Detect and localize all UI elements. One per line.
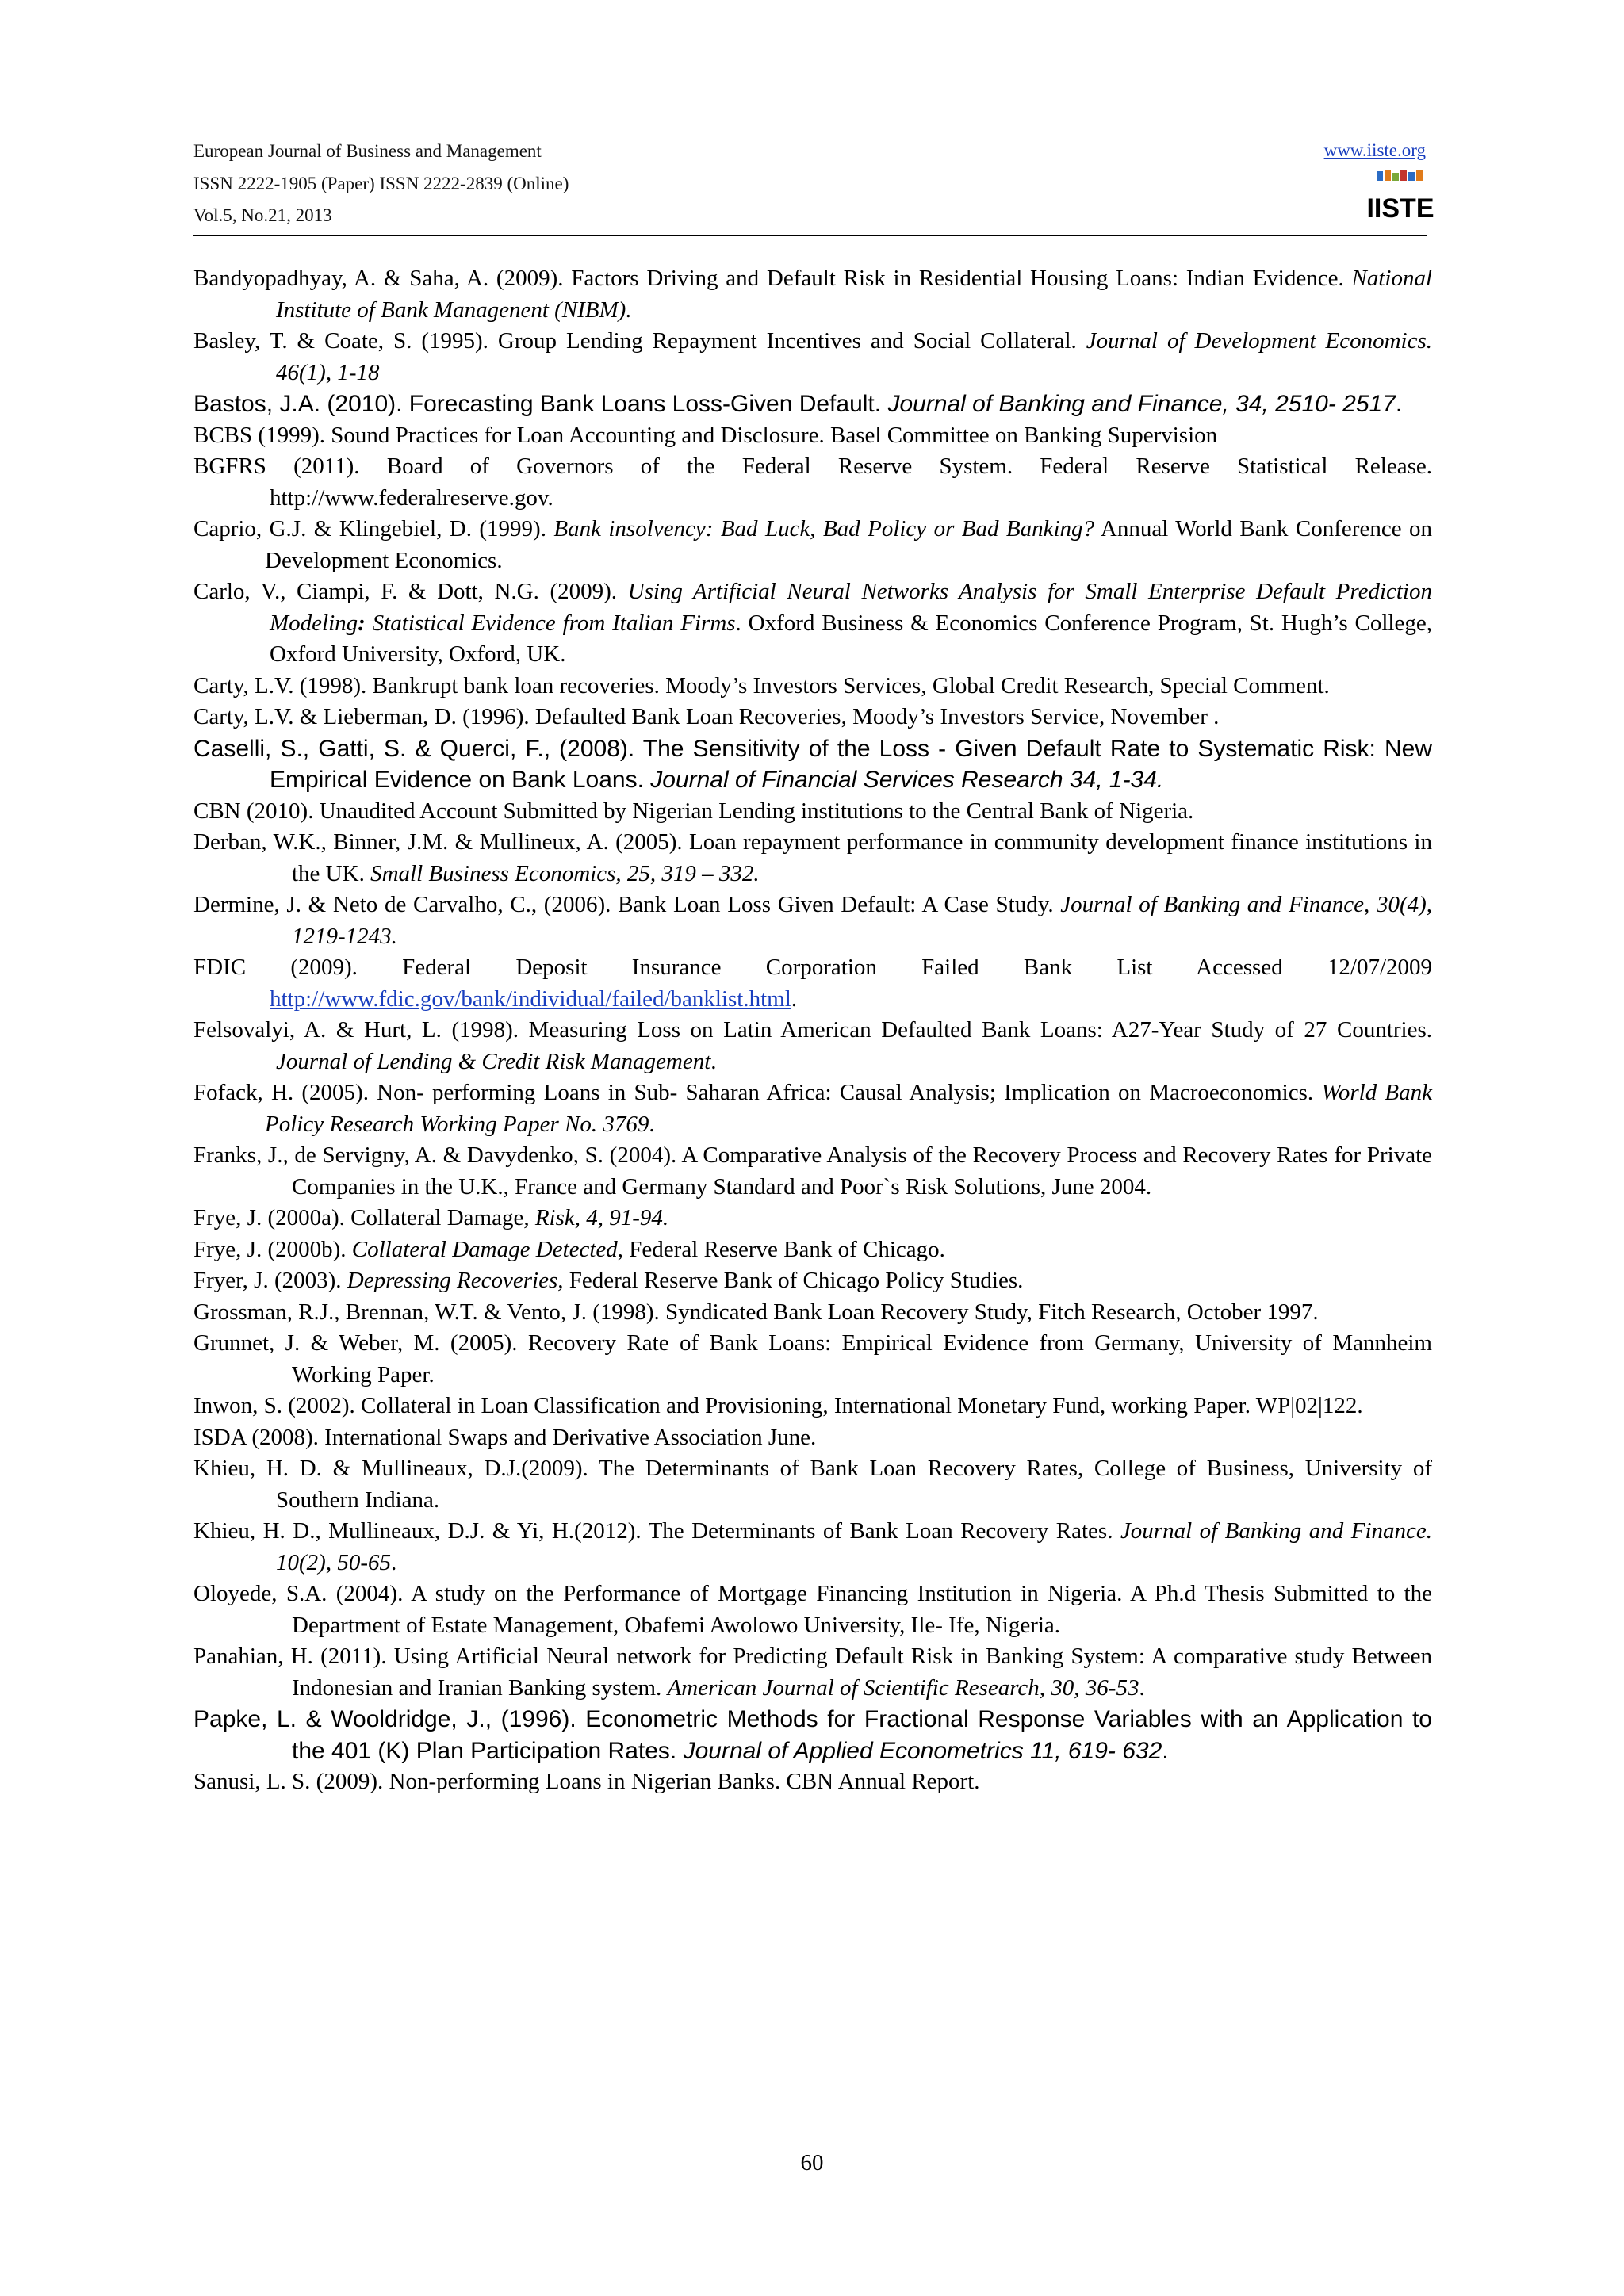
iiste-logo: [1366, 168, 1434, 228]
reference-item: FDIC (2009). Federal Deposit Insurance Corporation Failed Bank List Accessed 12/07/2009 http://www.fdic.gov/bank/individual/failed/banklist.html.: [193, 955, 1432, 1012]
journal-volume: Vol.5, No.21, 2013: [193, 205, 332, 225]
reference-item: Inwon, S. (2002). Collateral in Loan Classification and Provisioning, International Monetary Fund, working Paper. WP|02|122.: [193, 1393, 1363, 1418]
reference-item: Oloyede, S.A. (2004). A study on the Performance of Mortgage Financing Institution in Nigeria. A Ph.d Thesis Submitted to the Department of Estate Management, Obafemi Awolowo University, Ile- Ife, Nigeria.: [193, 1581, 1432, 1638]
reference-item: Khieu, H. D. & Mullineaux, D.J.(2009). The Determinants of Bank Loan Recovery Rates, College of Business, University of Southern Indiana.: [193, 1456, 1432, 1513]
journal-issn: ISSN 2222-1905 (Paper) ISSN 2222-2839 (Online): [193, 174, 569, 193]
reference-item: Panahian, H. (2011). Using Artificial Neural network for Predicting Default Risk in Banking System: A comparative study Between Indonesian and Iranian Banking system. American Journal of Scientific Research, 30, 36-53.: [193, 1644, 1432, 1701]
reference-item: ISDA (2008). International Swaps and Derivative Association June.: [193, 1424, 817, 1450]
journal-url-link[interactable]: www.iiste.org: [1323, 140, 1426, 160]
reference-item: Fofack, H. (2005). Non- performing Loans in Sub- Saharan Africa: Causal Analysis; Implication on Macroeconomics. World Bank Policy Research Working Paper No. 3769.: [193, 1080, 1432, 1137]
reference-list: [193, 263, 1432, 1798]
reference-item: Sanusi, L. S. (2009). Non-performing Loans in Nigerian Banks. CBN Annual Report.: [193, 1769, 980, 1794]
iiste-logo-text: IISTE: [1366, 193, 1434, 224]
reference-item: Franks, J., de Servigny, A. & Davydenko, S. (2004). A Comparative Analysis of the Recovery Process and Recovery Rates for Private Companies in the U.K., France and Germany Standard and Poor`s Risk Solutions, June 2004.: [193, 1142, 1432, 1200]
reference-item: Caprio, G.J. & Klingebiel, D. (1999). Bank insolvency: Bad Luck, Bad Policy or Bad Banking? Annual World Bank Conference on Development Economics.: [193, 516, 1432, 573]
fdic-link[interactable]: http://www.fdic.gov/bank/individual/failed/banklist.html: [270, 985, 791, 1012]
journal-title: European Journal of Business and Management: [193, 141, 542, 161]
reference-item: Frye, J. (2000a). Collateral Damage, Risk, 4, 91-94.: [193, 1205, 669, 1230]
header-divider: [193, 235, 1427, 236]
reference-item: Khieu, H. D., Mullineaux, D.J. & Yi, H.(2012). The Determinants of Bank Loan Recovery Rates. Journal of Banking and Finance. 10(2), 50-65.: [193, 1518, 1432, 1575]
reference-item: Carty, L.V. (1998). Bankrupt bank loan recoveries. Moody’s Investors Services, Global Credit Research, Special Comment.: [193, 672, 1330, 698]
reference-item: Basley, T. & Coate, S. (1995). Group Lending Repayment Incentives and Social Collateral. Journal of Development Economics. 46(1), 1-18: [193, 328, 1432, 385]
reference-item: CBN (2010). Unaudited Account Submitted by Nigerian Lending institutions to the Central Bank of Nigeria.: [193, 798, 1194, 824]
page-number: 60: [800, 2150, 824, 2175]
reference-item: Caselli, S., Gatti, S. & Querci, F., (2008). The Sensitivity of the Loss - Given Default Rate to Systematic Risk: New Empirical Evidence on Bank Loans. Journal of Financial Services Research 34, 1-34.: [193, 735, 1432, 793]
reference-item: Papke, L. & Wooldridge, J., (1996). Econometric Methods for Fractional Response Variables with an Application to the 401 (K) Plan Participation Rates. Journal of Applied Econometrics 11, 619- 632.: [193, 1706, 1432, 1764]
reference-item: Frye, J. (2000b). Collateral Damage Detected, Federal Reserve Bank of Chicago.: [193, 1236, 945, 1262]
reference-item: Fryer, J. (2003). Depressing Recoveries, Federal Reserve Bank of Chicago Policy Studies.: [193, 1268, 1024, 1293]
reference-item: Bandyopadhyay, A. & Saha, A. (2009). Factors Driving and Default Risk in Residential Housing Loans: Indian Evidence. National Institute of Bank Managenent (NIBM).: [193, 266, 1432, 323]
reference-item: Carlo, V., Ciampi, F. & Dott, N.G. (2009). Using Artificial Neural Networks Analysis for Small Enterprise Default Prediction Modeling: Statistical Evidence from Italian Firms. Oxford Business & Economics Conference Program, St. Hugh’s College, Oxford University, Oxford, UK.: [193, 579, 1432, 667]
reference-item: Bastos, J.A. (2010). Forecasting Bank Loans Loss-Given Default. Journal of Banking and Finance, 34, 2510- 2517.: [193, 391, 1403, 417]
reference-item: Felsovalyi, A. & Hurt, L. (1998). Measuring Loss on Latin American Defaulted Bank Loans: A27-Year Study of 27 Countries. Journal of Lending & Credit Risk Management.: [193, 1017, 1432, 1074]
reference-item: BCBS (1999). Sound Practices for Loan Accounting and Disclosure. Basel Committee on Banking Supervision: [193, 422, 1218, 448]
reference-item: Dermine, J. & Neto de Carvalho, C., (2006). Bank Loan Loss Given Default: A Case Study. Journal of Banking and Finance, 30(4), 1219-1243.: [193, 892, 1433, 949]
reference-item: Grunnet, J. & Weber, M. (2005). Recovery Rate of Bank Loans: Empirical Evidence from Germany, University of Mannheim Working Paper.: [193, 1330, 1432, 1387]
reference-item: Carty, L.V. & Lieberman, D. (1996). Defaulted Bank Loan Recoveries, Moody’s Investors Service, November .: [193, 704, 1220, 729]
reference-item: Grossman, R.J., Brennan, W.T. & Vento, J. (1998). Syndicated Bank Loan Recovery Study, Fitch Research, October 1997.: [193, 1299, 1319, 1325]
reference-item: Derban, W.K., Binner, J.M. & Mullineux, A. (2005). Loan repayment performance in community development finance institutions in the UK. Small Business Economics, 25, 319 – 332.: [193, 829, 1432, 886]
reference-item: BGFRS (2011). Board of Governors of the Federal Reserve System. Federal Reserve Statistical Release. http://www.federalreserve.gov.: [193, 453, 1432, 511]
